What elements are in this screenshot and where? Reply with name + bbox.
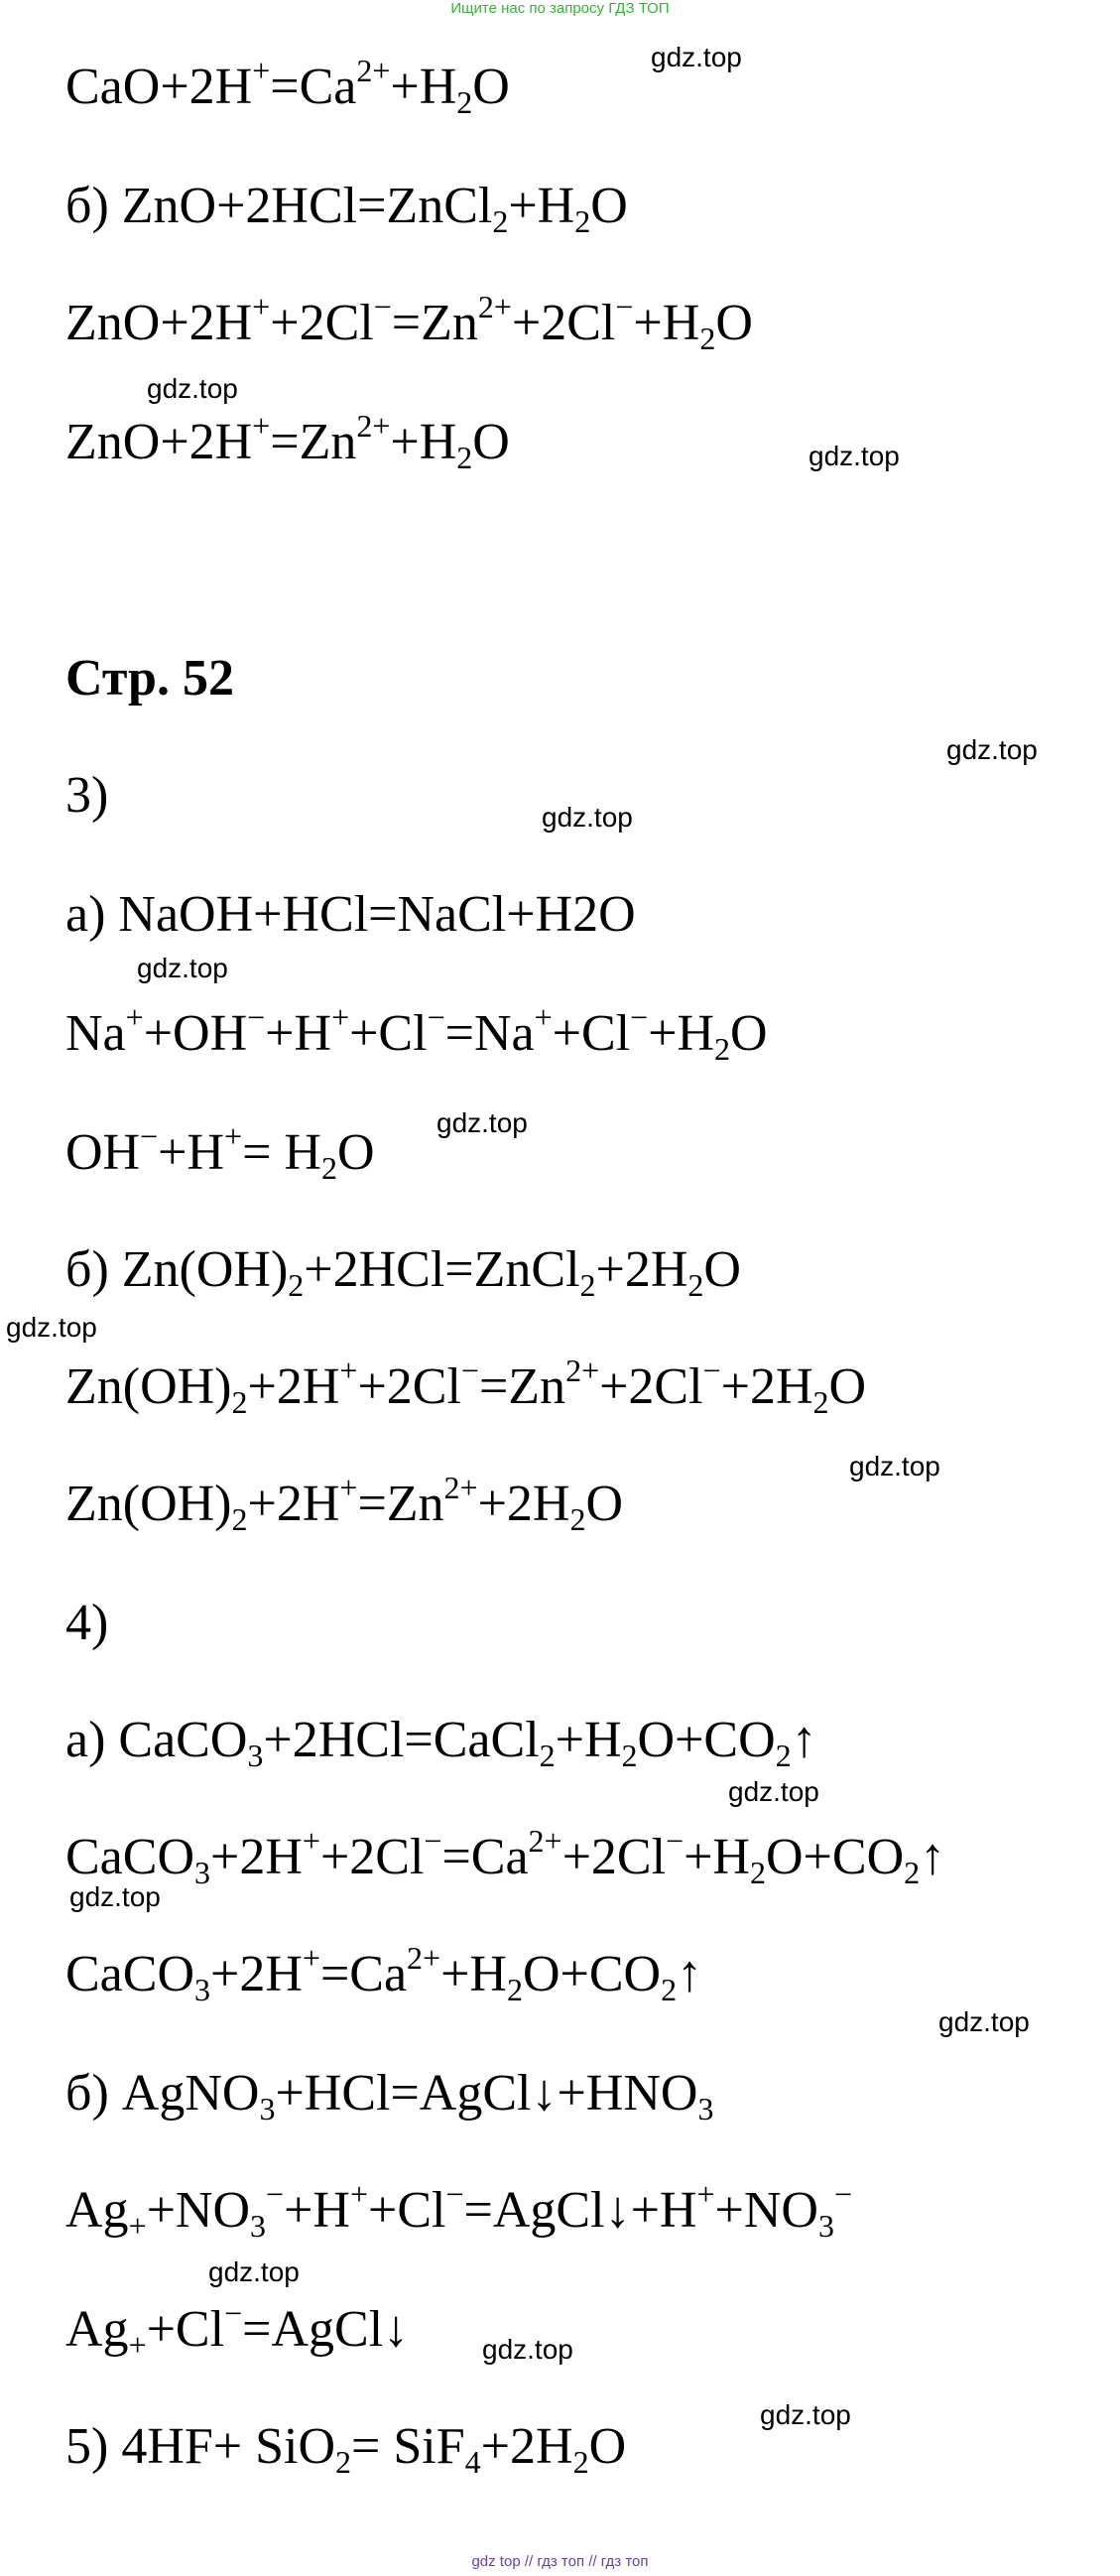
equation-caco3-ionic: $CaCO_3+2H^++2Cl^-=Ca^{2+}+2Cl^-+H_2O+CO_2↑$ [65,1823,946,1890]
equation-agno3-net: $Ag_++Cl^-=AgCl↓$ [65,2295,410,2363]
watermark: gdz.top [69,1881,161,1912]
equation-naoh-molecular: а) NaOH+HCl=NaCl+H2O [65,886,636,943]
equation-znoh-molecular: б) $Zn(OH)_2+2HCl=ZnCl_2+2H_2O$ [65,1241,741,1303]
watermark: gdz.top [137,953,228,983]
watermark: gdz.top [849,1451,940,1481]
equation-naoh-ionic: $Na^++OH^-+H^++Cl^-=Na^++Cl^-+H_2O$ [65,999,768,1067]
watermark: gdz.top [208,2256,300,2287]
equation-zno-molecular: б) $ZnO+2HCl=ZnCl_2+H_2O$ [65,178,628,239]
equation-hf-sio2: 5) $4HF+ SiO_2= SiF_4+2H_2O$ [65,2418,627,2480]
search-banner[interactable]: Ищите нас по запросу ГДЗ ТОП [450,0,670,17]
watermark: gdz.top [147,373,238,404]
watermark: gdz.top [651,42,742,72]
task-3-label: 3) [65,767,109,824]
watermark: gdz.top [760,2399,851,2430]
equation-caco3-molecular: а) $CaCO_3+2HCl=CaCl_2+H_2O+CO_2↑$ [65,1712,817,1773]
watermark: gdz.top [436,1107,528,1138]
watermark: gdz.top [482,2334,573,2365]
equation-naoh-net: $OH^-+H^+= H_2O$ [65,1118,375,1186]
watermark: gdz.top [728,1776,819,1807]
equation-caco3-net: $CaCO_3+2H^+=Ca^{2+}+H_2O+CO_2↑$ [65,1940,703,2007]
equation-zno-net: $ZnO+2H^+=Zn^{2+}+H_2O$ [65,408,510,475]
watermark: gdz.top [809,441,900,471]
page-heading: Стр. 52 [65,650,234,707]
equation-znoh-net: $Zn(OH)_2+2H^+=Zn^{2+}+2H_2O$ [65,1470,624,1537]
watermark: gdz.top [938,2006,1030,2037]
equation-agno3-ionic: $Ag_++NO_3^-+H^++Cl^-=AgCl↓+H^++NO_3^-$ [65,2176,852,2244]
equation-zno-ionic: $ZnO+2H^++2Cl^-=Zn^{2+}+2Cl^-+H_2O$ [65,289,753,356]
watermark: gdz.top [542,802,633,833]
footer-links[interactable]: gdz top // гдз топ // гдз топ [471,2553,649,2570]
watermark: gdz.top [6,1312,97,1343]
equation-znoh-ionic: $Zn(OH)_2+2H^++2Cl^-=Zn^{2+}+2Cl^-+2H_2O$ [65,1352,867,1420]
watermark: gdz.top [946,734,1038,765]
task-4-label: 4) [65,1595,109,1651]
equation-agno3-molecular: б) $AgNO_3+HCl=AgCl↓+HNO_3$ [65,2065,714,2126]
equation-cao-net: $CaO+2H^+=Ca^{2+}+H_2O$ [65,53,510,120]
